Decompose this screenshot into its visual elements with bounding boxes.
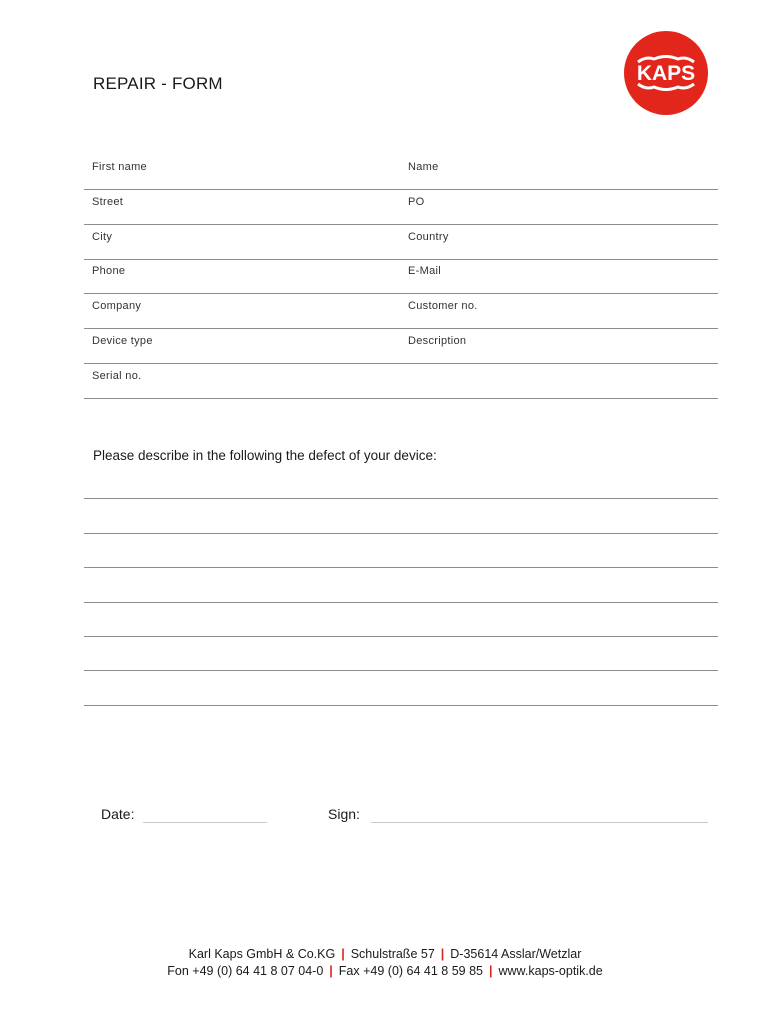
street-label: Street (92, 196, 124, 208)
device-type-field[interactable] (84, 329, 400, 364)
footer-separator: | (341, 947, 345, 961)
company-field[interactable] (84, 294, 400, 329)
phone-label: Phone (92, 265, 126, 277)
defect-line[interactable] (84, 705, 718, 706)
po-label: PO (408, 196, 425, 208)
serial-no-label: Serial no. (92, 370, 142, 382)
serial-no-field[interactable] (84, 364, 400, 399)
customer-no-field[interactable] (400, 294, 718, 329)
defect-line[interactable] (84, 670, 718, 671)
kaps-logo (624, 31, 708, 115)
sign-label: Sign: (328, 806, 360, 822)
footer-phone: Fon +49 (0) 64 41 8 07 04-0 (167, 964, 324, 978)
description-field[interactable] (400, 329, 718, 364)
date-field[interactable] (143, 822, 267, 823)
footer-street: Schulstraße 57 (350, 947, 435, 961)
city-field[interactable] (84, 225, 400, 260)
country-label: Country (408, 231, 449, 243)
po-field[interactable] (400, 190, 718, 225)
first-name-label: First name (92, 161, 147, 173)
footer-separator: | (329, 964, 333, 978)
footer-city: D-35614 Asslar/Wetzlar (450, 947, 582, 961)
country-field[interactable] (400, 225, 718, 260)
signature-field[interactable] (371, 822, 708, 823)
footer-contact (0, 964, 770, 978)
footer-website-link[interactable]: www.kaps-optik.de (498, 964, 603, 978)
defect-line[interactable] (84, 567, 718, 568)
email-label: E-Mail (408, 265, 441, 277)
svg-text:KAPS: KAPS (636, 62, 696, 85)
footer-separator: | (489, 964, 493, 978)
phone-field[interactable] (84, 259, 400, 294)
street-field[interactable] (84, 190, 400, 225)
footer-fax: Fax +49 (0) 64 41 8 59 85 (338, 964, 483, 978)
name-label: Name (408, 161, 439, 173)
footer-company: Karl Kaps GmbH & Co.KG (188, 947, 336, 961)
description-field-continued[interactable] (400, 364, 718, 399)
device-type-label: Device type (92, 335, 153, 347)
footer-separator: | (440, 947, 445, 961)
form-title: REPAIR - FORM (93, 74, 223, 93)
first-name-field[interactable] (84, 155, 400, 190)
company-label: Company (92, 300, 142, 312)
defect-line[interactable] (84, 602, 718, 603)
defect-line[interactable] (84, 636, 718, 637)
email-field[interactable] (400, 259, 718, 294)
city-label: City (92, 231, 113, 243)
description-label: Description (408, 335, 467, 347)
footer-address (0, 947, 770, 961)
date-label: Date: (101, 806, 135, 822)
defect-line[interactable] (84, 533, 718, 534)
defect-line[interactable] (84, 498, 718, 499)
name-field[interactable] (400, 155, 718, 190)
customer-no-label: Customer no. (408, 300, 478, 312)
defect-prompt: Please describe in the following the defect of your device: (93, 448, 437, 463)
